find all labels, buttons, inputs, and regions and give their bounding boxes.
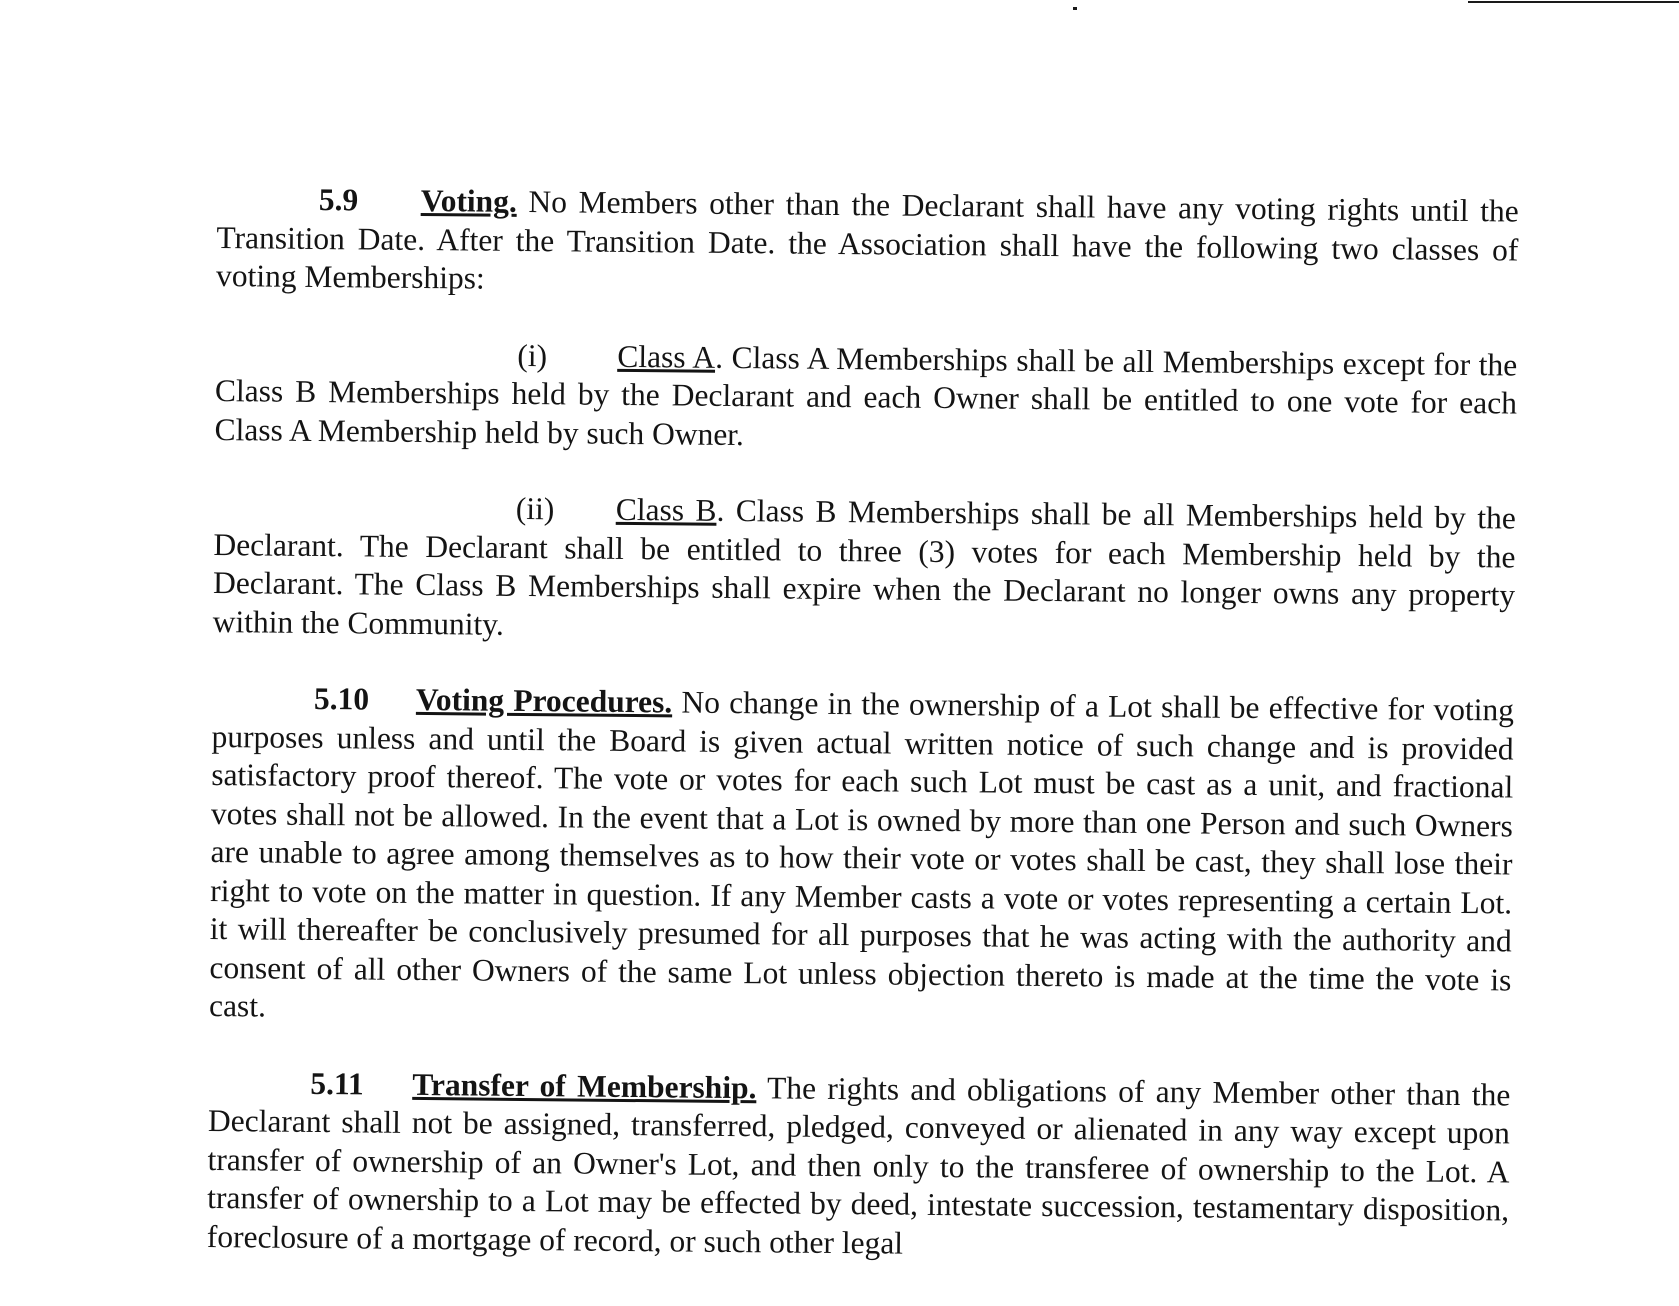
subsection-title: Class B <box>615 491 717 528</box>
subsection-class-a <box>214 333 1517 461</box>
section-text: The rights and obligations of any Member other than the Declarant shall not be assigned, transferred, pledged, conveyed or alienated in any way except upon transfer of ownership of an Owner's Lot, and then only to the transferee of ownership to the Lot. A transfer of ownership to a Lot may be effected by deed, intestate succession, testamentary disposition, foreclosure of a mortgage of record, or such other legal <box>206 1069 1511 1261</box>
section-number: 5.9 <box>318 181 359 218</box>
section-5-11 <box>207 1063 1511 1268</box>
section-number: 5.10 <box>313 680 370 717</box>
section-title: Voting Procedures. <box>415 681 673 720</box>
subsection-class-b <box>213 487 1516 653</box>
subsection-text: . Class B Memberships shall be all Memberships held by the Declarant. The Declarant shall be entitled to three (3) votes for each Membership held by the Declarant. The Class B Memberships shall expire when the Declarant no longer owns any property within the Community. <box>212 492 1516 642</box>
section-title: Transfer of Membership. <box>412 1066 757 1105</box>
section-number: 5.11 <box>310 1065 364 1101</box>
scan-speck <box>1073 7 1077 10</box>
header-rule <box>1468 1 1679 3</box>
section-5-9 <box>216 180 1519 308</box>
document-body <box>206 180 1519 1306</box>
subsection-number: (i) <box>517 337 548 373</box>
section-text: No change in the ownership of a Lot shall be effective for voting purposes unless and until the Board is given actual written notice of such change and is provided satisfactory proof thereof. The vote or votes for each such Lot must be cast as a unit, and fractional votes shall not be allowed. In the event that a Lot is owned by more than one Person and such Owners are unable to agree among themselves as to how their vote or votes shall be cast, they shall lose their right to vote on the matter in question. If any Member casts a vote or votes representing a certain Lot. it will thereafter be conclusively presumed for all purposes that he was acting with the authority and consent of all other Owners of the same Lot unless objection thereto is made at the time the vote is cast. <box>208 684 1515 1024</box>
section-title: Voting. <box>420 182 517 219</box>
section-5-10 <box>209 679 1514 1038</box>
subsection-title: Class A <box>617 338 716 375</box>
subsection-text: . Class A Memberships shall be all Memberships except for the Class B Memberships held by the Declarant and each Owner shall be entitled to one vote for each Class A Membership held by such Owner. <box>214 339 1518 452</box>
subsection-number: (ii) <box>515 490 555 527</box>
section-text: No Members other than the Declarant shall have any voting rights until the Transition Date. After the Transition Date. the Association shall have the following two classes of voting Memberships: <box>215 183 1519 296</box>
